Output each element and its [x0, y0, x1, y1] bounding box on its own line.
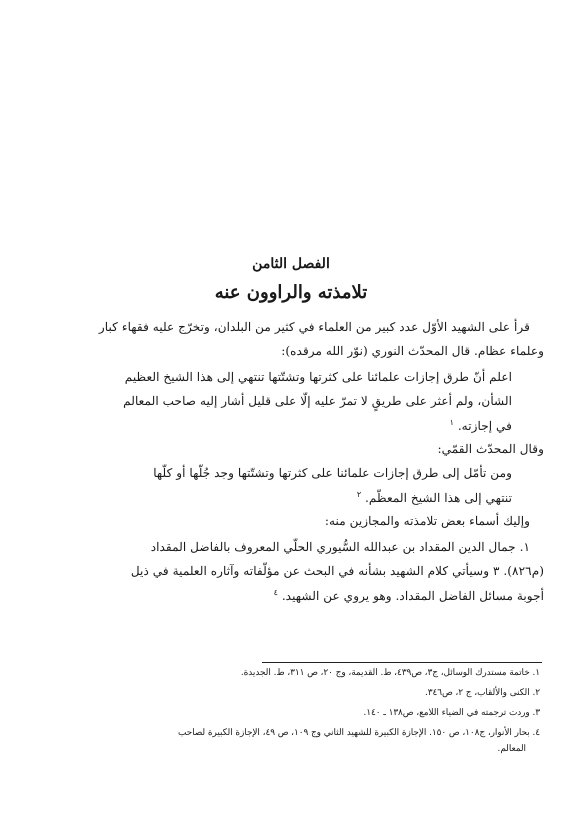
quote1-line-3-text: في إجازته. — [457, 419, 512, 434]
quote1-line-1: اعلم أنّ طرق إجازات علمائنا على كثرتها وتشتّتها تنتهي إلى هذا الشيخ العظيم — [124, 370, 512, 384]
footnote-3: ٣. وردت ترجمته في الضياء اللامع، ص١٣٨ ـ ١٤٠. — [363, 708, 540, 718]
footnote-4: ٤. بحار الأنوار، ج١٠٨، ص ١٥٠. الإجازة الكبيرة للشهيد الثاني وج ١٠٩، ص ٤٩، الإجازة الكبيرة لصاحب — [178, 728, 540, 738]
footnote-ref-2: ٢ — [356, 490, 362, 499]
list-item-1-line-3-text: أجوبة مسائل الفاضل المقداد. وهو يروي عن الشهيد. — [281, 589, 544, 604]
list-intro: وإليك أسماء بعض تلامذته والمجازين منه: — [324, 514, 530, 528]
quote2-line-1: ومن تأمّل إلى طرق إجازات علمائنا على كثرتها وتشتّتها وجد جُلّها أو كلّها — [153, 466, 512, 480]
qummi-intro: وقال المحدّث القمّي: — [437, 442, 544, 456]
list-item-1-line-3 — [274, 588, 544, 603]
chapter-title: تلامذته والراوون عنه — [214, 282, 368, 303]
footnote-4-continued: المعالم. — [497, 744, 526, 754]
footnote-separator — [262, 662, 542, 663]
list-item-1-line-1: ١. جمال الدين المقداد بن عبدالله السُّيوري الحلّي المعروف بالفاضل المقداد — [150, 540, 530, 554]
quote1-line-3 — [450, 418, 512, 433]
quote1-line-2: الشأن، ولم أعثر على طريقٍ لا تمرّ عليه إلّا على قليل أشار إليه صاحب المعالم — [123, 394, 512, 408]
intro-line-1: قرأ على الشهيد الأوّل عدد كبير من العلماء في كثير من البلدان، وتخرّج عليه فقهاء كبار — [98, 320, 530, 334]
intro-line-2: وعلماء عظام. قال المحدّث النوري (نوّر الله مرقده): — [281, 344, 544, 358]
footnote-1: ١. خاتمة مستدرك الوسائل، ج٣، ص٤٣٩، ط. القديمة، وج ٢٠، ص ٣١١، ط. الجديدة. — [240, 668, 540, 678]
quote2-line-2-text: تنتهي إلى هذا الشيخ المعظّم. — [364, 491, 512, 506]
footnote-ref-4: ٤ — [273, 588, 278, 597]
footnote-2: ٢. الكنى والألقاب، ج ٢، ص٣٤٦. — [424, 688, 540, 698]
chapter-number-heading: الفصل الثامن — [252, 256, 330, 272]
footnote-ref-1: ١ — [449, 418, 454, 427]
quote2-line-2 — [357, 490, 512, 505]
list-item-1-line-2: (م٨٢٦). ٣ وسيأتي كلام الشهيد بشأنه في البحث عن مؤلّفاته وآثاره العلمية في ذيل — [130, 564, 544, 578]
